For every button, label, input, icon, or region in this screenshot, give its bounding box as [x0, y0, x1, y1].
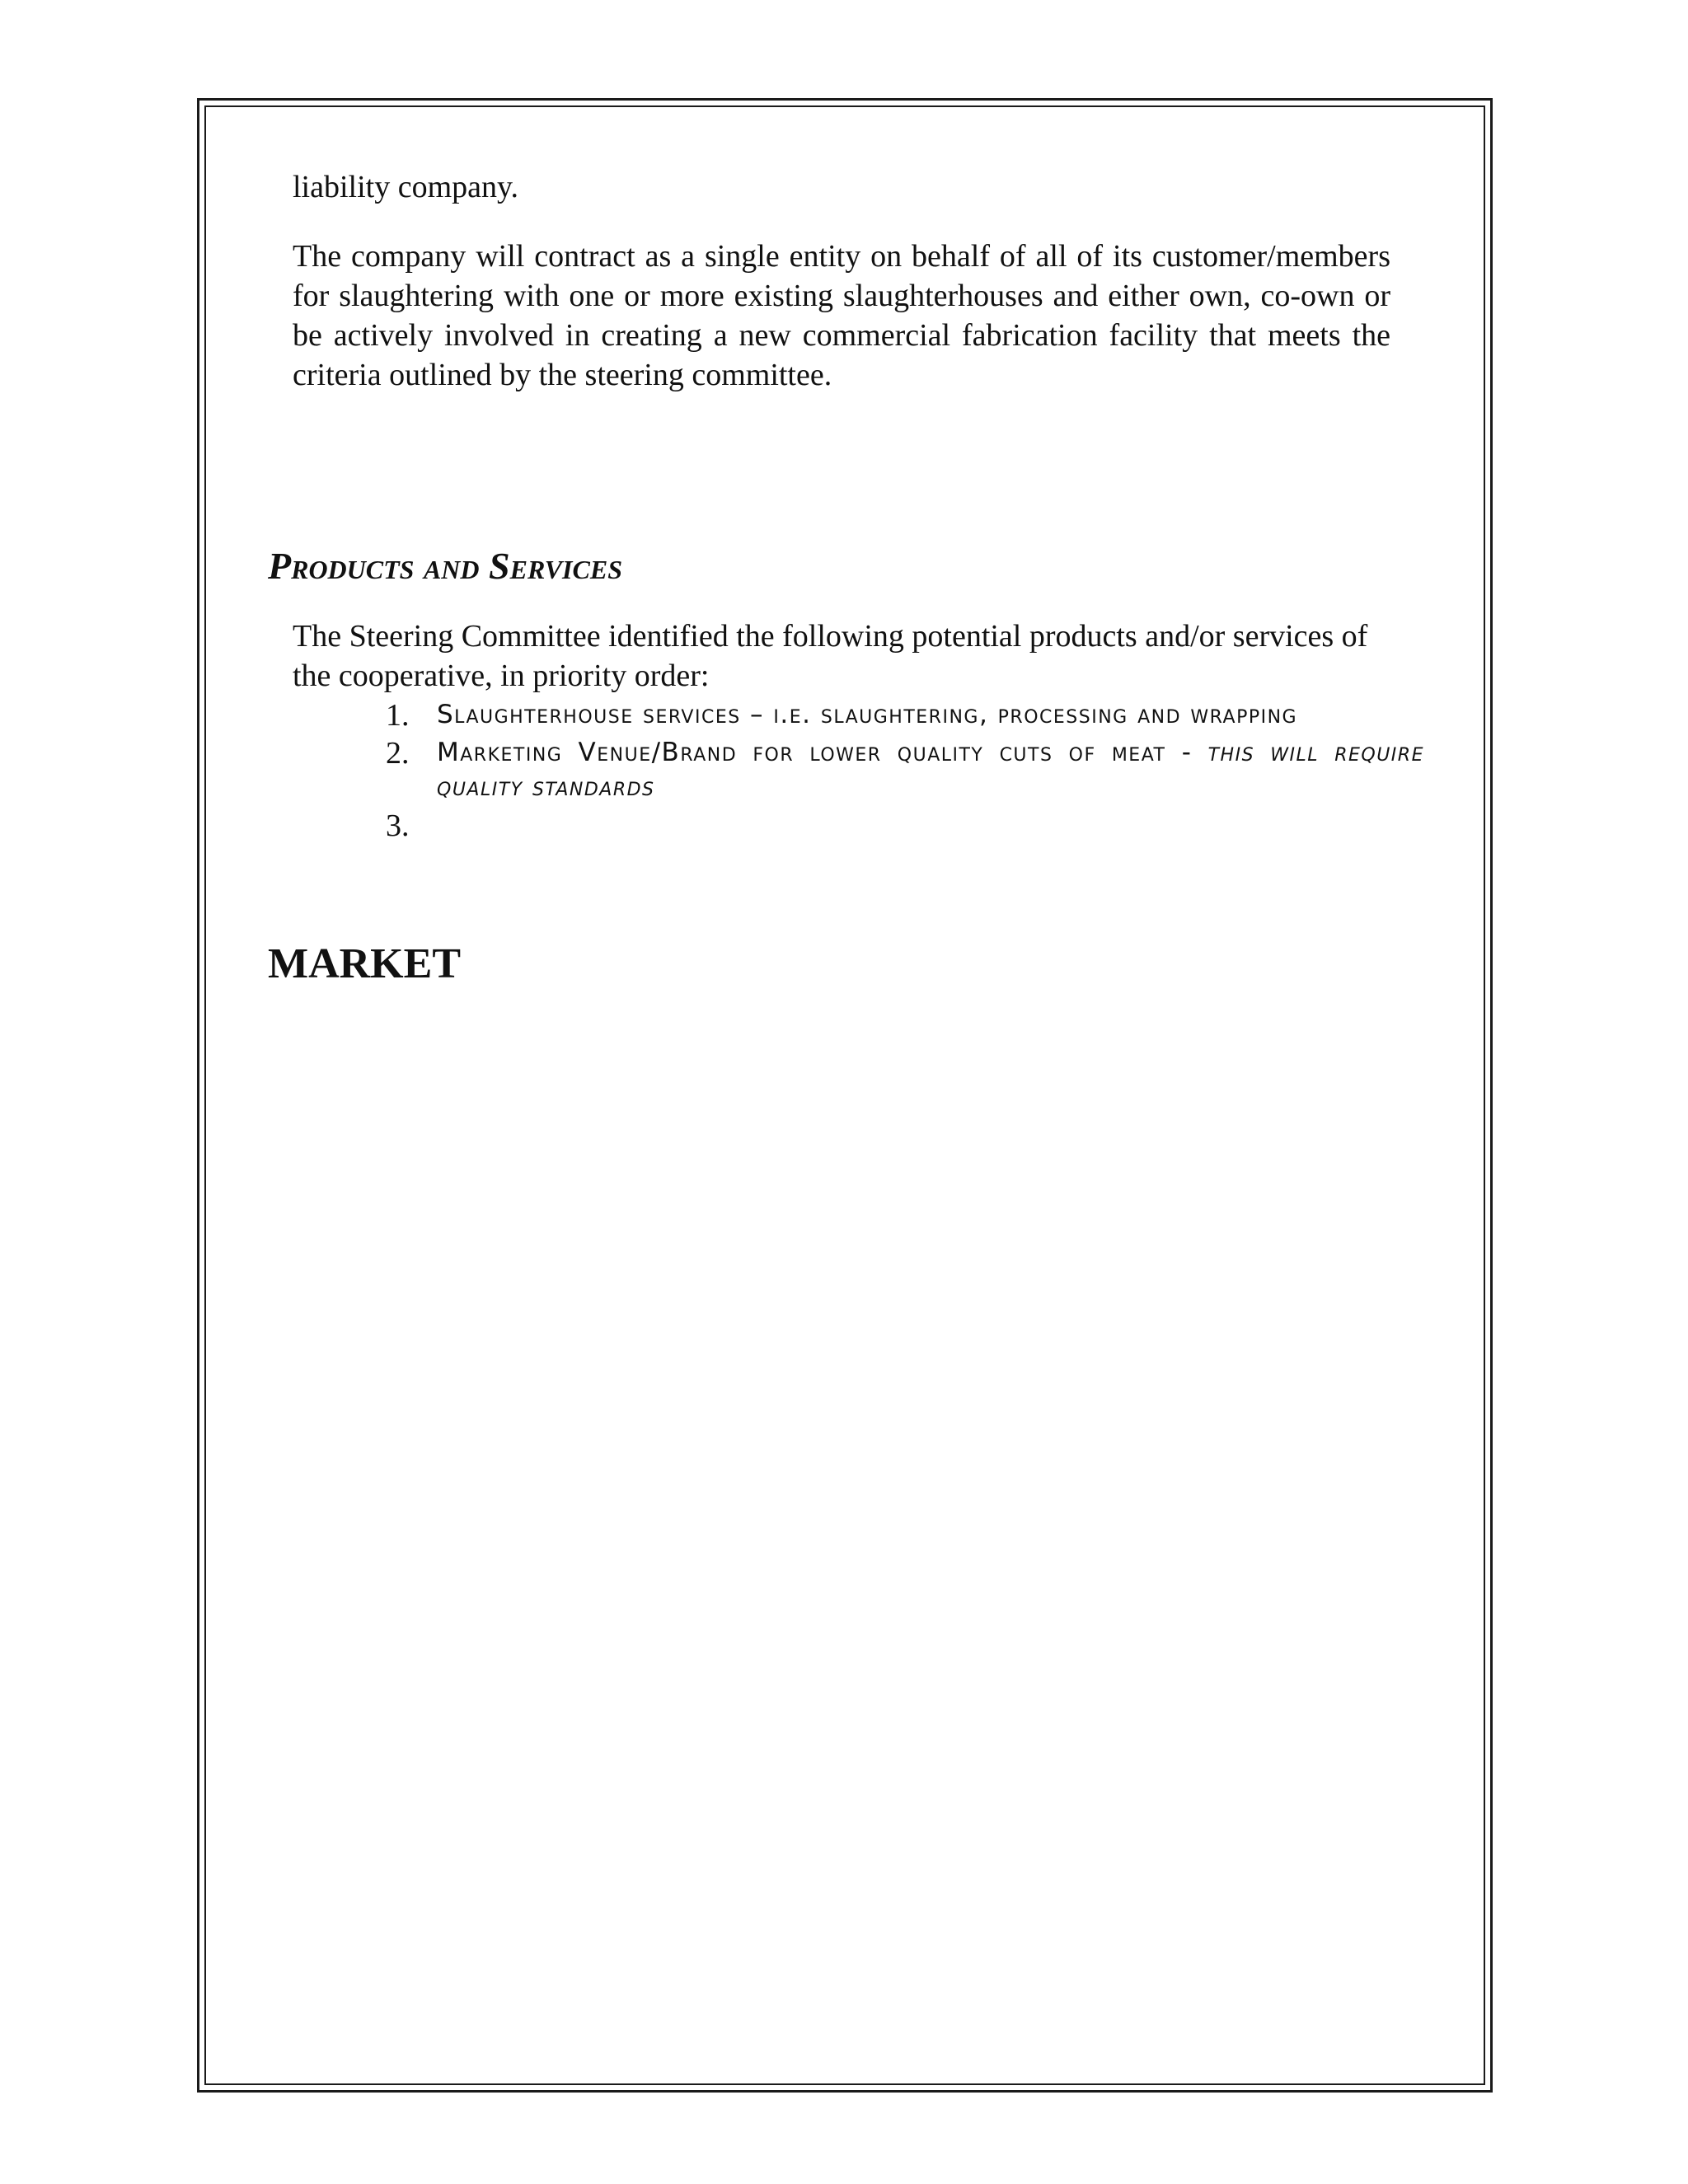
list-item-main-text: Marketing Venue/Brand for lower quality cuts of meat -: [437, 738, 1208, 767]
list-item: [386, 808, 1424, 842]
products-intro-paragraph: The Steering Committee identified the following potential products and/or services of the cooperative, in priority order:: [293, 619, 1368, 693]
list-item-main-text: Slaughterhouse services – i.e. slaughtering, processing and wrapping: [437, 700, 1298, 729]
list-item-note: this will require quality standards: [437, 738, 1424, 802]
list-item-text: [437, 697, 1424, 732]
list-item: [386, 735, 1424, 804]
list-item-text: [437, 808, 1424, 842]
list-item-number: 2.: [386, 736, 410, 771]
market-heading: MARKET: [268, 940, 461, 987]
list-item-text: [437, 735, 1424, 804]
list-item-number: 1.: [386, 698, 410, 733]
products-list: [386, 697, 1424, 846]
list-item-number: 3.: [386, 808, 410, 843]
list-item: [386, 697, 1424, 732]
paragraph-liability: liability company.: [293, 170, 519, 204]
paragraph-company-contract: The company will contract as a single entity on behalf of all of its customer/members for slaughtering with one or more existing slaughterhouses and either own, co-own or be actively involved in creating a new commercial fabrication facility that meets the criteria outlined by the steering committee.: [293, 239, 1390, 392]
page-border-inner: [204, 105, 1485, 2085]
products-services-heading: Products and Services: [268, 545, 622, 587]
